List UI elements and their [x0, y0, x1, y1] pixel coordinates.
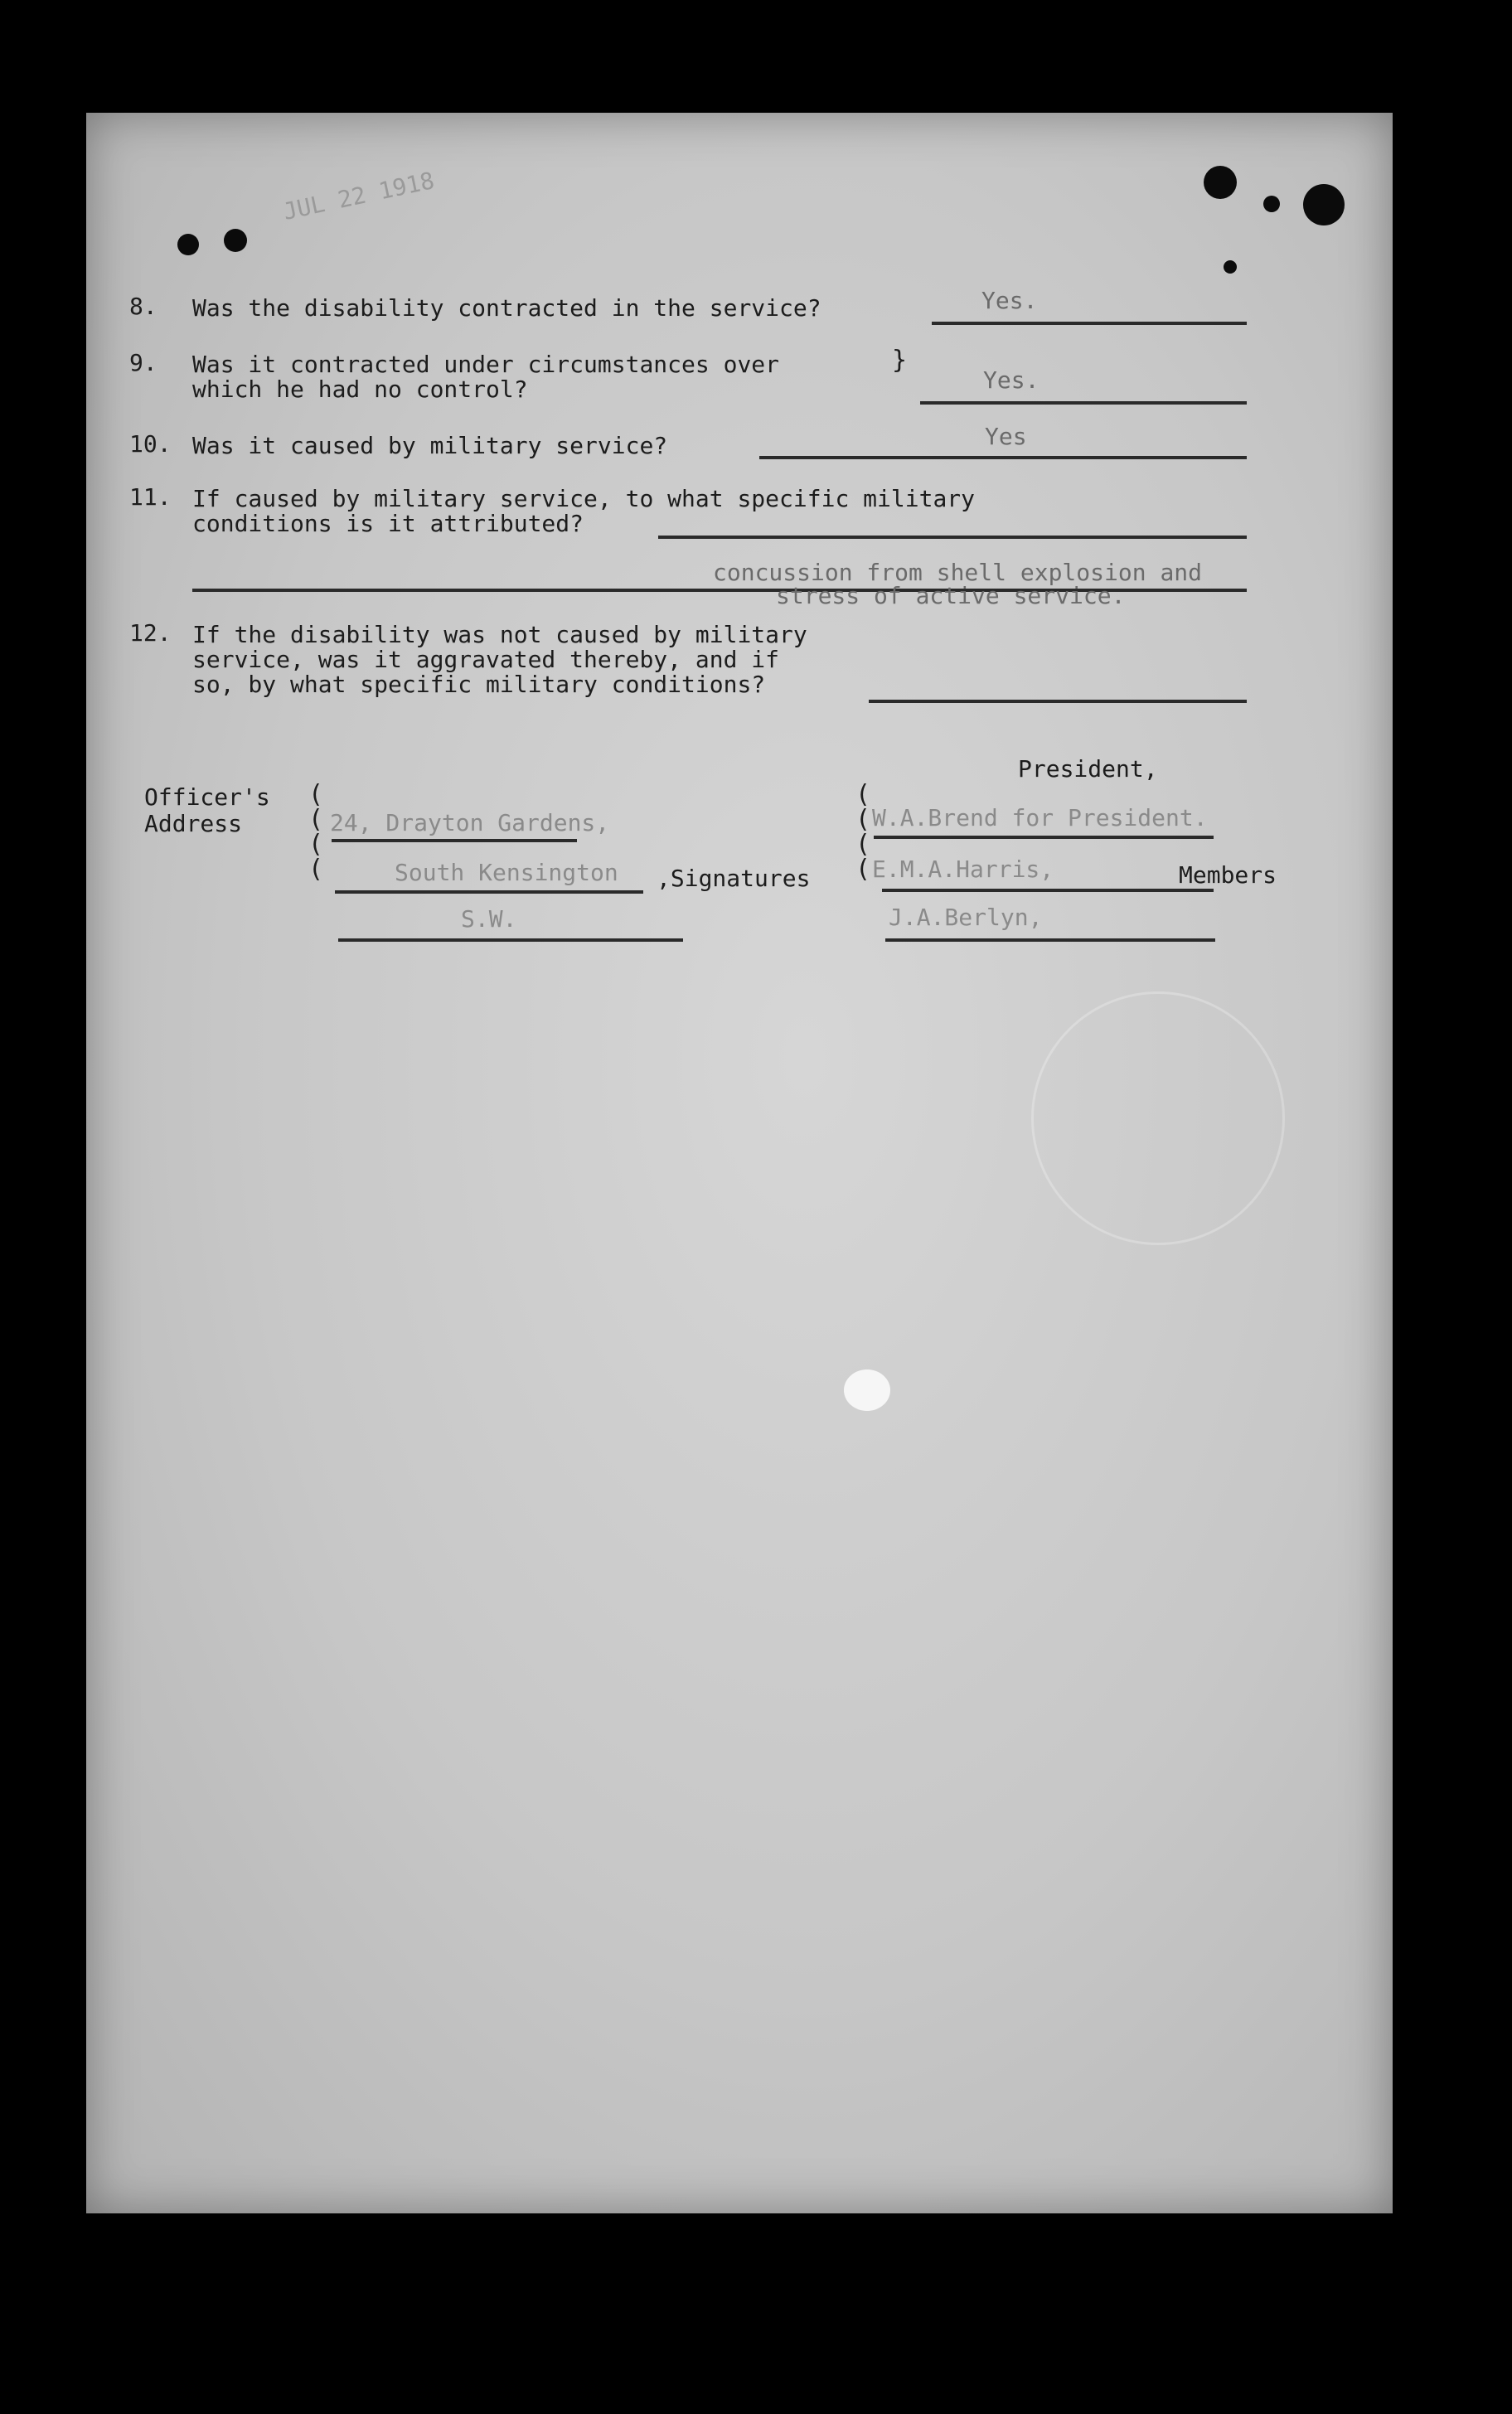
punch-hole: [1204, 166, 1237, 199]
question-number: 8.: [129, 293, 158, 320]
address-underline: [338, 938, 683, 942]
faded-seal: [1031, 991, 1285, 1245]
president-label: President,: [1018, 755, 1158, 783]
ink-blot: [224, 229, 247, 252]
answer-text: Yes.: [983, 366, 1040, 394]
answer-line: [920, 401, 1247, 405]
president-signature: W.A.Brend for President.: [872, 804, 1208, 831]
officer-label: Officer's: [144, 783, 270, 811]
members-label: Members: [1179, 861, 1277, 889]
answer-line: [869, 700, 1247, 703]
signature-line: [885, 938, 1215, 942]
question-text: If the disability was not caused by military: [192, 621, 807, 648]
question-number: 11.: [129, 483, 172, 511]
answer-line: [759, 456, 1247, 459]
document-page: [86, 113, 1393, 2213]
date-stamp: JUL 22 1918: [280, 167, 437, 225]
question-number: 9.: [129, 349, 158, 376]
signature-line: [882, 889, 1214, 892]
address-underline: [332, 839, 577, 842]
ink-blot: [177, 234, 199, 255]
answer-line: [658, 536, 1247, 539]
answer-text: concussion from shell explosion and: [713, 559, 1203, 586]
white-spot: [844, 1369, 890, 1411]
address-line: South Kensington: [395, 859, 618, 886]
signature-line: [874, 836, 1214, 839]
question-number: 12.: [129, 619, 172, 647]
question-text: If caused by military service, to what specific military: [192, 485, 976, 512]
question-text: Was it contracted under circumstances over: [192, 351, 780, 378]
answer-line: [932, 322, 1247, 325]
question-number: 10.: [129, 430, 172, 458]
brace: ( ( ( (: [308, 780, 324, 884]
officer-label: Address: [144, 810, 243, 837]
brace: }: [892, 346, 908, 375]
question-text: conditions is it attributed?: [192, 510, 584, 537]
ink-blot: [1263, 196, 1280, 212]
signatures-label: ,Signatures: [657, 865, 811, 892]
answer-text: stress of active service.: [776, 582, 1126, 609]
ink-blot: [1224, 260, 1237, 274]
question-text: service, was it aggravated thereby, and if: [192, 646, 780, 673]
member-signature: E.M.A.Harris,: [872, 856, 1054, 883]
address-line: 24, Drayton Gardens,: [330, 809, 610, 836]
brace: ( ( ( (: [855, 780, 871, 884]
answer-text: Yes: [985, 423, 1027, 450]
question-text: Was it caused by military service?: [192, 432, 668, 459]
question-text: which he had no control?: [192, 376, 528, 403]
question-text: so, by what specific military conditions?: [192, 671, 766, 698]
address-line: S.W.: [461, 905, 517, 933]
punch-hole: [1303, 184, 1345, 225]
answer-text: Yes.: [981, 287, 1038, 314]
question-text: Was the disability contracted in the service?: [192, 294, 821, 322]
member-signature: J.A.Berlyn,: [889, 904, 1043, 931]
address-underline: [335, 890, 643, 894]
